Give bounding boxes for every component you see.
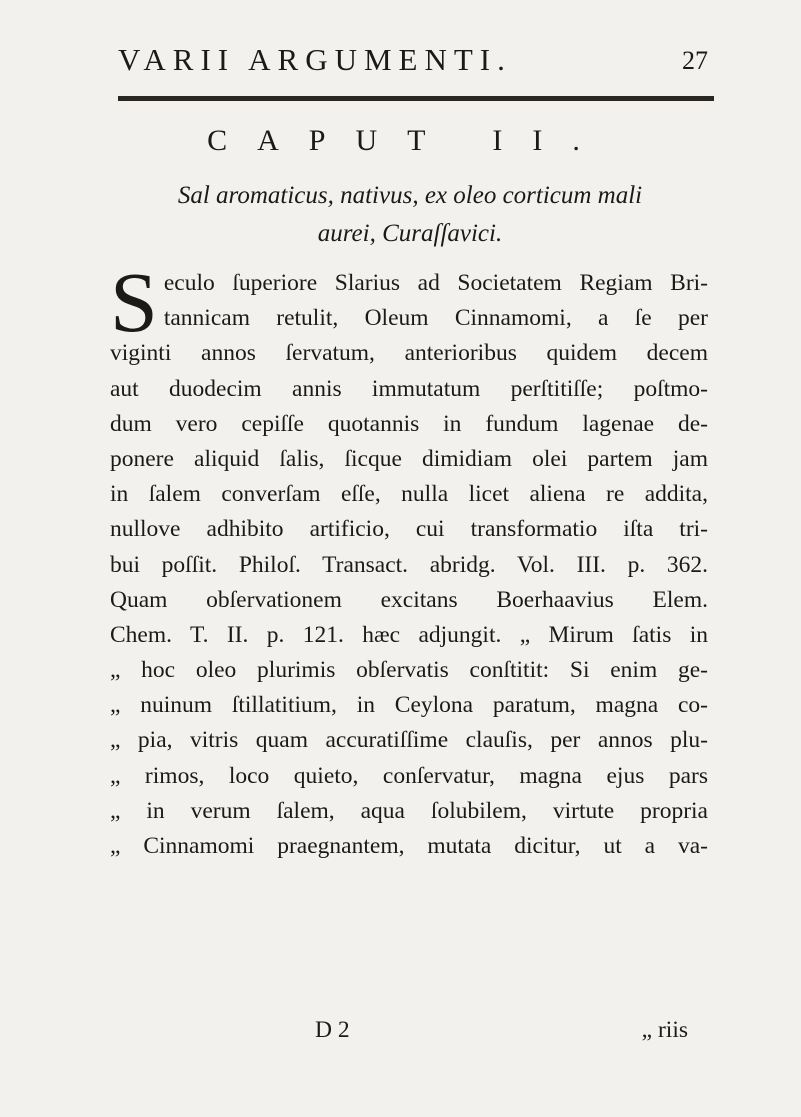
signature-mark: D 2 — [315, 1017, 350, 1043]
text-line: „ hoc oleo plurimis obſervatis conſtitit: Si enim ge- — [110, 657, 708, 684]
catchword: „ riis — [641, 1017, 688, 1043]
text-line: „ Cinnamomi praegnantem, mutata dicitur, ut a va- — [110, 833, 708, 859]
text-line: bui poſſit. Philoſ. Transact. abridg. Vol. III. p. 362. — [110, 551, 708, 578]
chapter-subtitle — [130, 177, 690, 253]
text-line: ponere aliquid ſalis, ſicque dimidiam olei partem jam — [110, 445, 708, 472]
subtitle-line: aurei, Curaſſavici. — [317, 220, 503, 247]
text-line: in ſalem converſam eſſe, nulla licet aliena re addita, — [110, 481, 708, 508]
text-line: viginti annos ſervatum, anterioribus quidem decem — [110, 340, 708, 367]
text-line: „ pia, vitris quam accuratiſſime clauſis, per annos plu- — [110, 727, 708, 754]
drop-cap: S — [110, 254, 158, 350]
text-line: tannicam retulit, Oleum Cinnamomi, a ſe per — [163, 305, 708, 332]
text-line: nullove adhibito artificio, cui transformatio iſta tri- — [110, 516, 708, 543]
text-line: aut duodecim annis immutatum perſtitiſſe; poſtmo- — [110, 375, 708, 402]
header-rule-divider — [118, 96, 714, 101]
text-line: eculo ſuperiore Slarius ad Societatem Regiam Bri- — [163, 270, 708, 296]
body-text — [110, 254, 708, 864]
running-title: VARII ARGUMENTI. — [118, 42, 512, 77]
running-head — [118, 42, 708, 88]
text-line: dum vero cepiſſe quotannis in fundum lagenae de- — [110, 410, 708, 437]
text-line: Chem. T. II. p. 121. hæc adjungit. „ Mirum ſatis in — [110, 621, 708, 648]
chapter-heading: CAPUT II. — [207, 124, 610, 157]
text-line: „ in verum ſalem, aqua ſolubilem, virtute propria — [110, 797, 708, 824]
text-line: „ nuinum ſtillatitium, in Ceylona paratum, magna co- — [110, 692, 708, 719]
subtitle-line: Sal aromaticus, nativus, ex oleo corticum mali — [177, 182, 643, 209]
text-line: Quam obſervationem excitans Boerhaavius Elem. — [110, 586, 708, 613]
page-footer — [110, 1017, 708, 1051]
page-number: 27 — [682, 46, 708, 75]
text-line: „ rimos, loco quieto, conſervatur, magna ejus pars — [110, 762, 708, 789]
